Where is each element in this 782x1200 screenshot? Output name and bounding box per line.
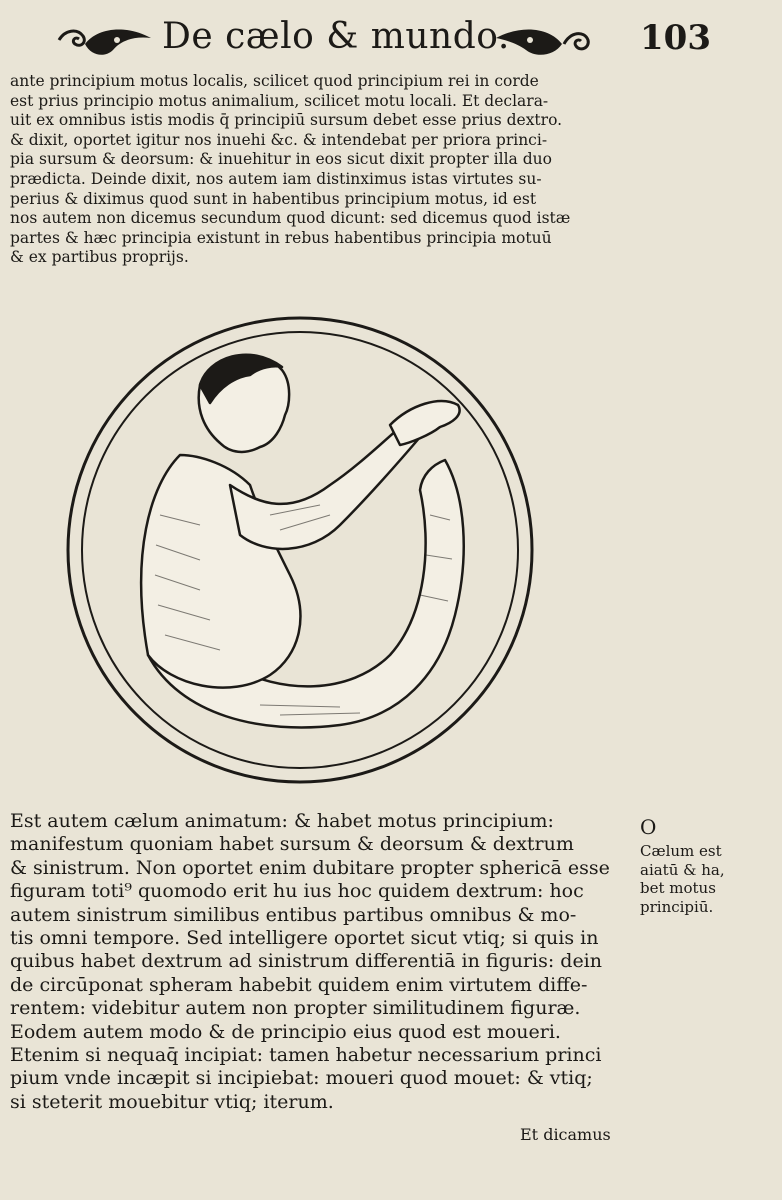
woodcut-illustration (60, 315, 540, 795)
marginal-line: Cælum est (640, 842, 722, 860)
text-line: pia sursum & deorsum: & inuehitur in eos sicut dixit propter illa duo (10, 150, 552, 169)
text-line: manifestum quoniam habet sursum & deorsum & dextrum (10, 833, 574, 856)
text-line: Etenim si nequaq̄ incipiat: tamen habetur necessarium princi (10, 1043, 602, 1066)
text-line: Est autem cælum animatum: & habet motus principium: (10, 810, 554, 832)
text-line: & dixit, oportet igitur nos inuehi &c. & intendebat per priora princi- (10, 130, 548, 149)
text-line: quibus habet dextrum ad sinistrum differentiā in figuris: dein (10, 950, 602, 973)
text-line: ante principium motus localis, scilicet quod principium rei in corde (10, 72, 539, 90)
text-line: uit ex omnibus istis modis q̄ principiū sursum debet esse prius dextro. (10, 111, 563, 130)
page-number: 103 (640, 18, 711, 58)
text-line: rentem: videbitur autem non propter similitudinem figuræ. (10, 997, 581, 1020)
text-line: figuram toti⁹ quomodo erit hu ius hoc quidem dextrum: hoc (10, 880, 584, 903)
marginal-line: bet motus (640, 879, 716, 897)
marginal-line: aiatū & ha, (640, 860, 725, 879)
text-line: de circūponat spheram habebit quidem enim virtutem diffe- (10, 973, 588, 996)
text-line: & sinistrum. Non oportet enim dubitare propter sphericā esse (10, 856, 610, 879)
text-line: pium vnde incæpit si incipiebat: moueri quod mouet: & vtiq; (10, 1067, 593, 1090)
text-line: Eodem autem modo & de principio eius quod est moueri. (10, 1020, 561, 1043)
left-ornament-icon (55, 22, 155, 62)
marginal-note (640, 842, 780, 916)
running-header (0, 8, 782, 64)
main-text (10, 810, 635, 1114)
marginal-line: principiū. (640, 897, 714, 916)
text-line: prædicta. Deinde dixit, nos autem iam distinximus istas virtutes su- (10, 169, 542, 188)
text-line: autem sinistrum similibus entibus partibus omnibus & mo- (10, 903, 577, 926)
right-ornament-icon (492, 22, 592, 62)
text-line: perius & diximus quod sunt in habentibus principium motus, id est (10, 189, 537, 208)
marginal-letter: O (640, 815, 657, 839)
commentary-text (10, 72, 640, 268)
text-line: si steterit mouebitur vtiq; iterum. (10, 1090, 334, 1113)
text-line: nos autem non dicemus secundum quod dicunt: sed dicemus quod istæ (10, 209, 571, 228)
catchword: Et dicamus (520, 1125, 611, 1144)
text-line: tis omni tempore. Sed intelligere oportet sicut vtiq; si quis in (10, 926, 599, 949)
page-title: De cælo & mundo. (162, 16, 510, 57)
text-line: partes & hæc principia existunt in rebus habentibus principia motuū (10, 228, 552, 247)
text-line: & ex partibus proprijs. (10, 248, 189, 267)
text-line: est prius principio motus animalium, scilicet motu locali. Et declara- (10, 91, 549, 110)
